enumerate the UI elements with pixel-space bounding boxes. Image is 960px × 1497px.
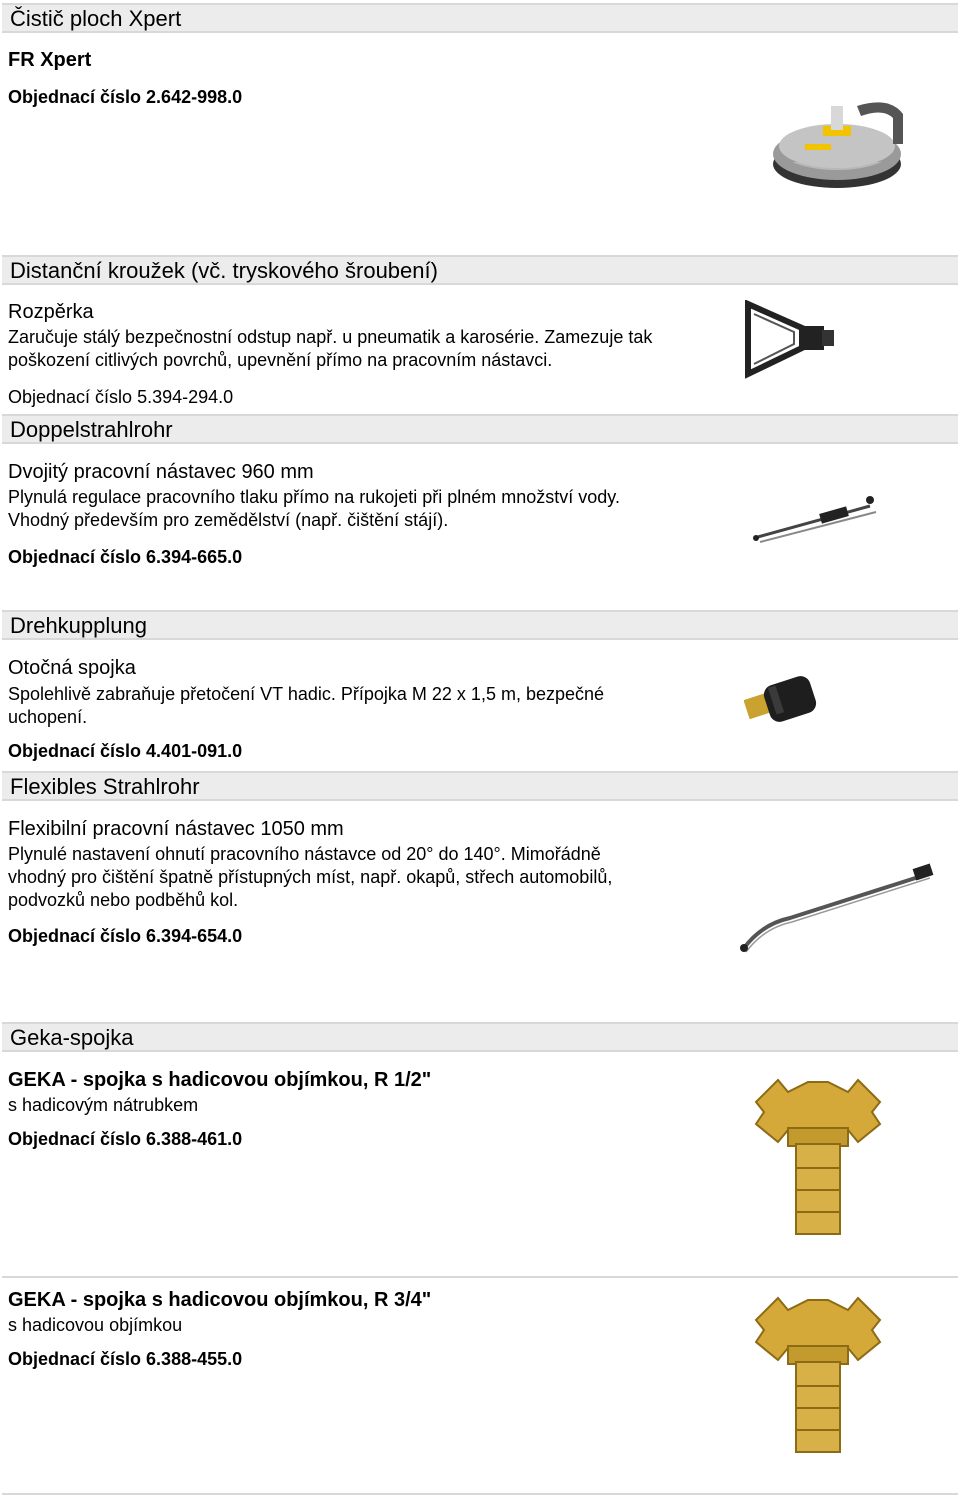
section-heading — [2, 610, 958, 640]
order-number: Objednací číslo 6.394-654.0 — [8, 926, 243, 946]
product-description — [8, 1094, 718, 1117]
section-heading — [2, 771, 958, 801]
section-heading — [2, 255, 958, 285]
order-number: Objednací číslo 5.394-294.0 — [8, 387, 234, 407]
section-heading-text: Doppelstrahlrohr — [10, 417, 173, 442]
description-line: uchopení. — [8, 707, 88, 727]
product-title: Dvojitý pracovní nástavec 960 mm — [8, 461, 314, 483]
product-description — [8, 326, 718, 372]
spacer-image — [742, 300, 842, 380]
double-lance-image — [750, 488, 880, 558]
description-line: vhodný pro čištění špatně přístupných míst, např. okapů, střech automobilů, — [8, 867, 613, 887]
surface-cleaner-image — [765, 86, 915, 206]
section-heading-text: Čistič ploch Xpert — [10, 6, 182, 31]
order-number: Objednací číslo 6.394-665.0 — [8, 547, 243, 567]
swivel-coupling-image — [744, 672, 824, 732]
description-line: Plynulé nastavení ohnutí pracovního nástavce od 20° do 140°. Mimořádně — [8, 844, 601, 864]
product-description — [8, 1314, 718, 1337]
geka-coupling-image — [748, 1072, 888, 1242]
section-heading-text: Drehkupplung — [10, 613, 147, 638]
product-title: Flexibilní pracovní nástavec 1050 mm — [8, 818, 344, 840]
product-description — [8, 486, 718, 532]
product-title: GEKA - spojka s hadicovou objímkou, R 3/4" — [8, 1289, 432, 1311]
description-line: Plynulá regulace pracovního tlaku přímo na rukojeti při plném množství vody. — [8, 487, 620, 507]
product-description — [8, 683, 718, 729]
order-number: Objednací číslo 2.642-998.0 — [8, 87, 243, 107]
description-line: s hadicovou objímkou — [8, 1315, 183, 1335]
geka-coupling-image — [748, 1290, 888, 1460]
order-number: Objednací číslo 4.401-091.0 — [8, 741, 243, 761]
description-line: s hadicovým nátrubkem — [8, 1095, 199, 1115]
description-line: Spolehlivě zabraňuje přetočení VT hadic. Přípojka M 22 x 1,5 m, bezpečné — [8, 684, 605, 704]
product-description — [8, 843, 718, 912]
description-line: Zaručuje stálý bezpečnostní odstup např. u pneumatik a karosérie. Zamezuje tak — [8, 327, 653, 347]
product-title: Otočná spojka — [8, 657, 136, 679]
section-heading-text: Flexibles Strahlrohr — [10, 774, 200, 799]
product-title: Rozpěrka — [8, 301, 94, 323]
product-title: GEKA - spojka s hadicovou objímkou, R 1/2" — [8, 1069, 432, 1091]
section-heading — [2, 1022, 958, 1052]
section-divider — [2, 1276, 958, 1278]
section-heading — [2, 3, 958, 33]
flexible-lance-image — [738, 862, 938, 956]
section-divider — [2, 1493, 958, 1495]
section-heading-text: Geka-spojka — [10, 1025, 134, 1050]
description-line: podvozků nebo podběhů kol. — [8, 890, 239, 910]
description-line: poškození citlivých povrchů, upevnění přímo na pracovním nástavci. — [8, 350, 553, 370]
description-line: Vhodný především pro zemědělství (např. čištění stájí). — [8, 510, 449, 530]
section-heading-text: Distanční kroužek (vč. tryskového šroubení) — [10, 258, 438, 283]
section-heading — [2, 414, 958, 444]
order-number: Objednací číslo 6.388-461.0 — [8, 1129, 243, 1149]
order-number: Objednací číslo 6.388-455.0 — [8, 1349, 243, 1369]
product-title: FR Xpert — [8, 49, 92, 71]
